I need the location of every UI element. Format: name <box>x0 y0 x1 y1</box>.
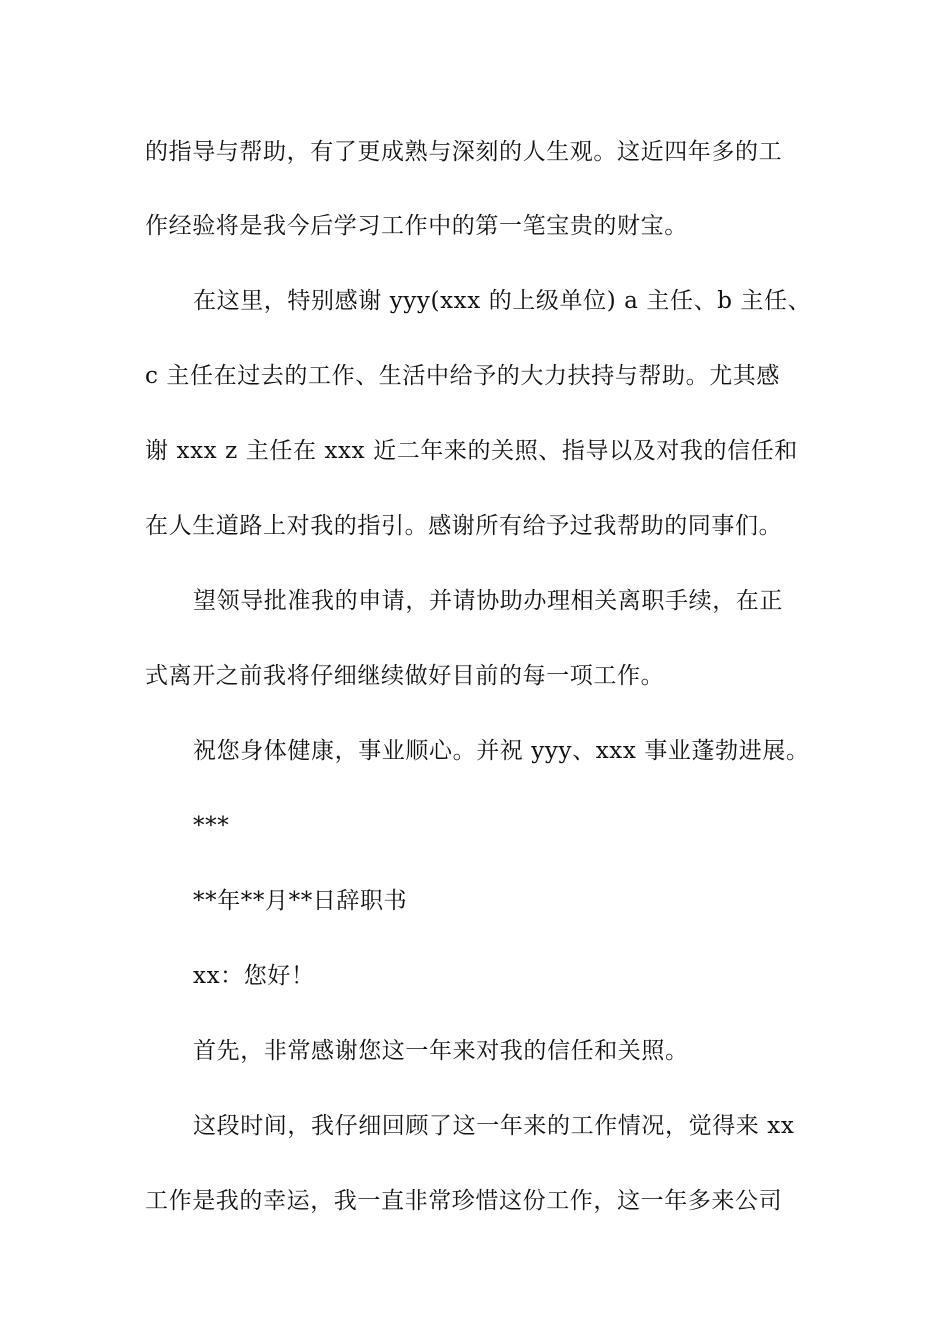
paragraph-first-line: 首先，非常感谢您这一年来对我的信任和关照。 <box>193 1038 689 1064</box>
text-line: 式离开之前我将仔细继续做好目前的每一项工作。 <box>145 663 665 689</box>
text-line: 工作是我的幸运，我一直非常珍惜这份工作，这一年多来公司 <box>145 1188 783 1214</box>
paragraph-first-line: 在这里，特别感谢 yyy(xxx 的上级单位) a 主任、b 主任、 <box>193 288 812 314</box>
text-line: 在人生道路上对我的指引。感谢所有给予过我帮助的同事们。 <box>145 513 783 539</box>
text-line: 的指导与帮助，有了更成熟与深刻的人生观。这近四年多的工 <box>145 139 783 165</box>
salutation-line: xx：您好！ <box>193 963 315 989</box>
signature-line: *** <box>193 813 230 839</box>
paragraph-first-line: 望领导批准我的申请，并请协助办理相关离职手续，在正 <box>193 588 783 614</box>
text-line: c 主任在过去的工作、生活中给予的大力扶持与帮助。尤其感 <box>145 363 780 389</box>
paragraph-first-line: 祝您身体健康，事业顺心。并祝 yyy、xxx 事业蓬勃进展。 <box>193 738 810 764</box>
paragraph-first-line: 这段时间，我仔细回顾了这一年来的工作情况，觉得来 xx <box>193 1113 795 1139</box>
text-line: 作经验将是我今后学习工作中的第一笔宝贵的财宝。 <box>145 213 688 239</box>
text-line: 谢 xxx z 主任在 xxx 近二年来的关照、指导以及对我的信任和 <box>145 438 798 464</box>
date-title-line: **年**月**日辞职书 <box>193 888 408 914</box>
